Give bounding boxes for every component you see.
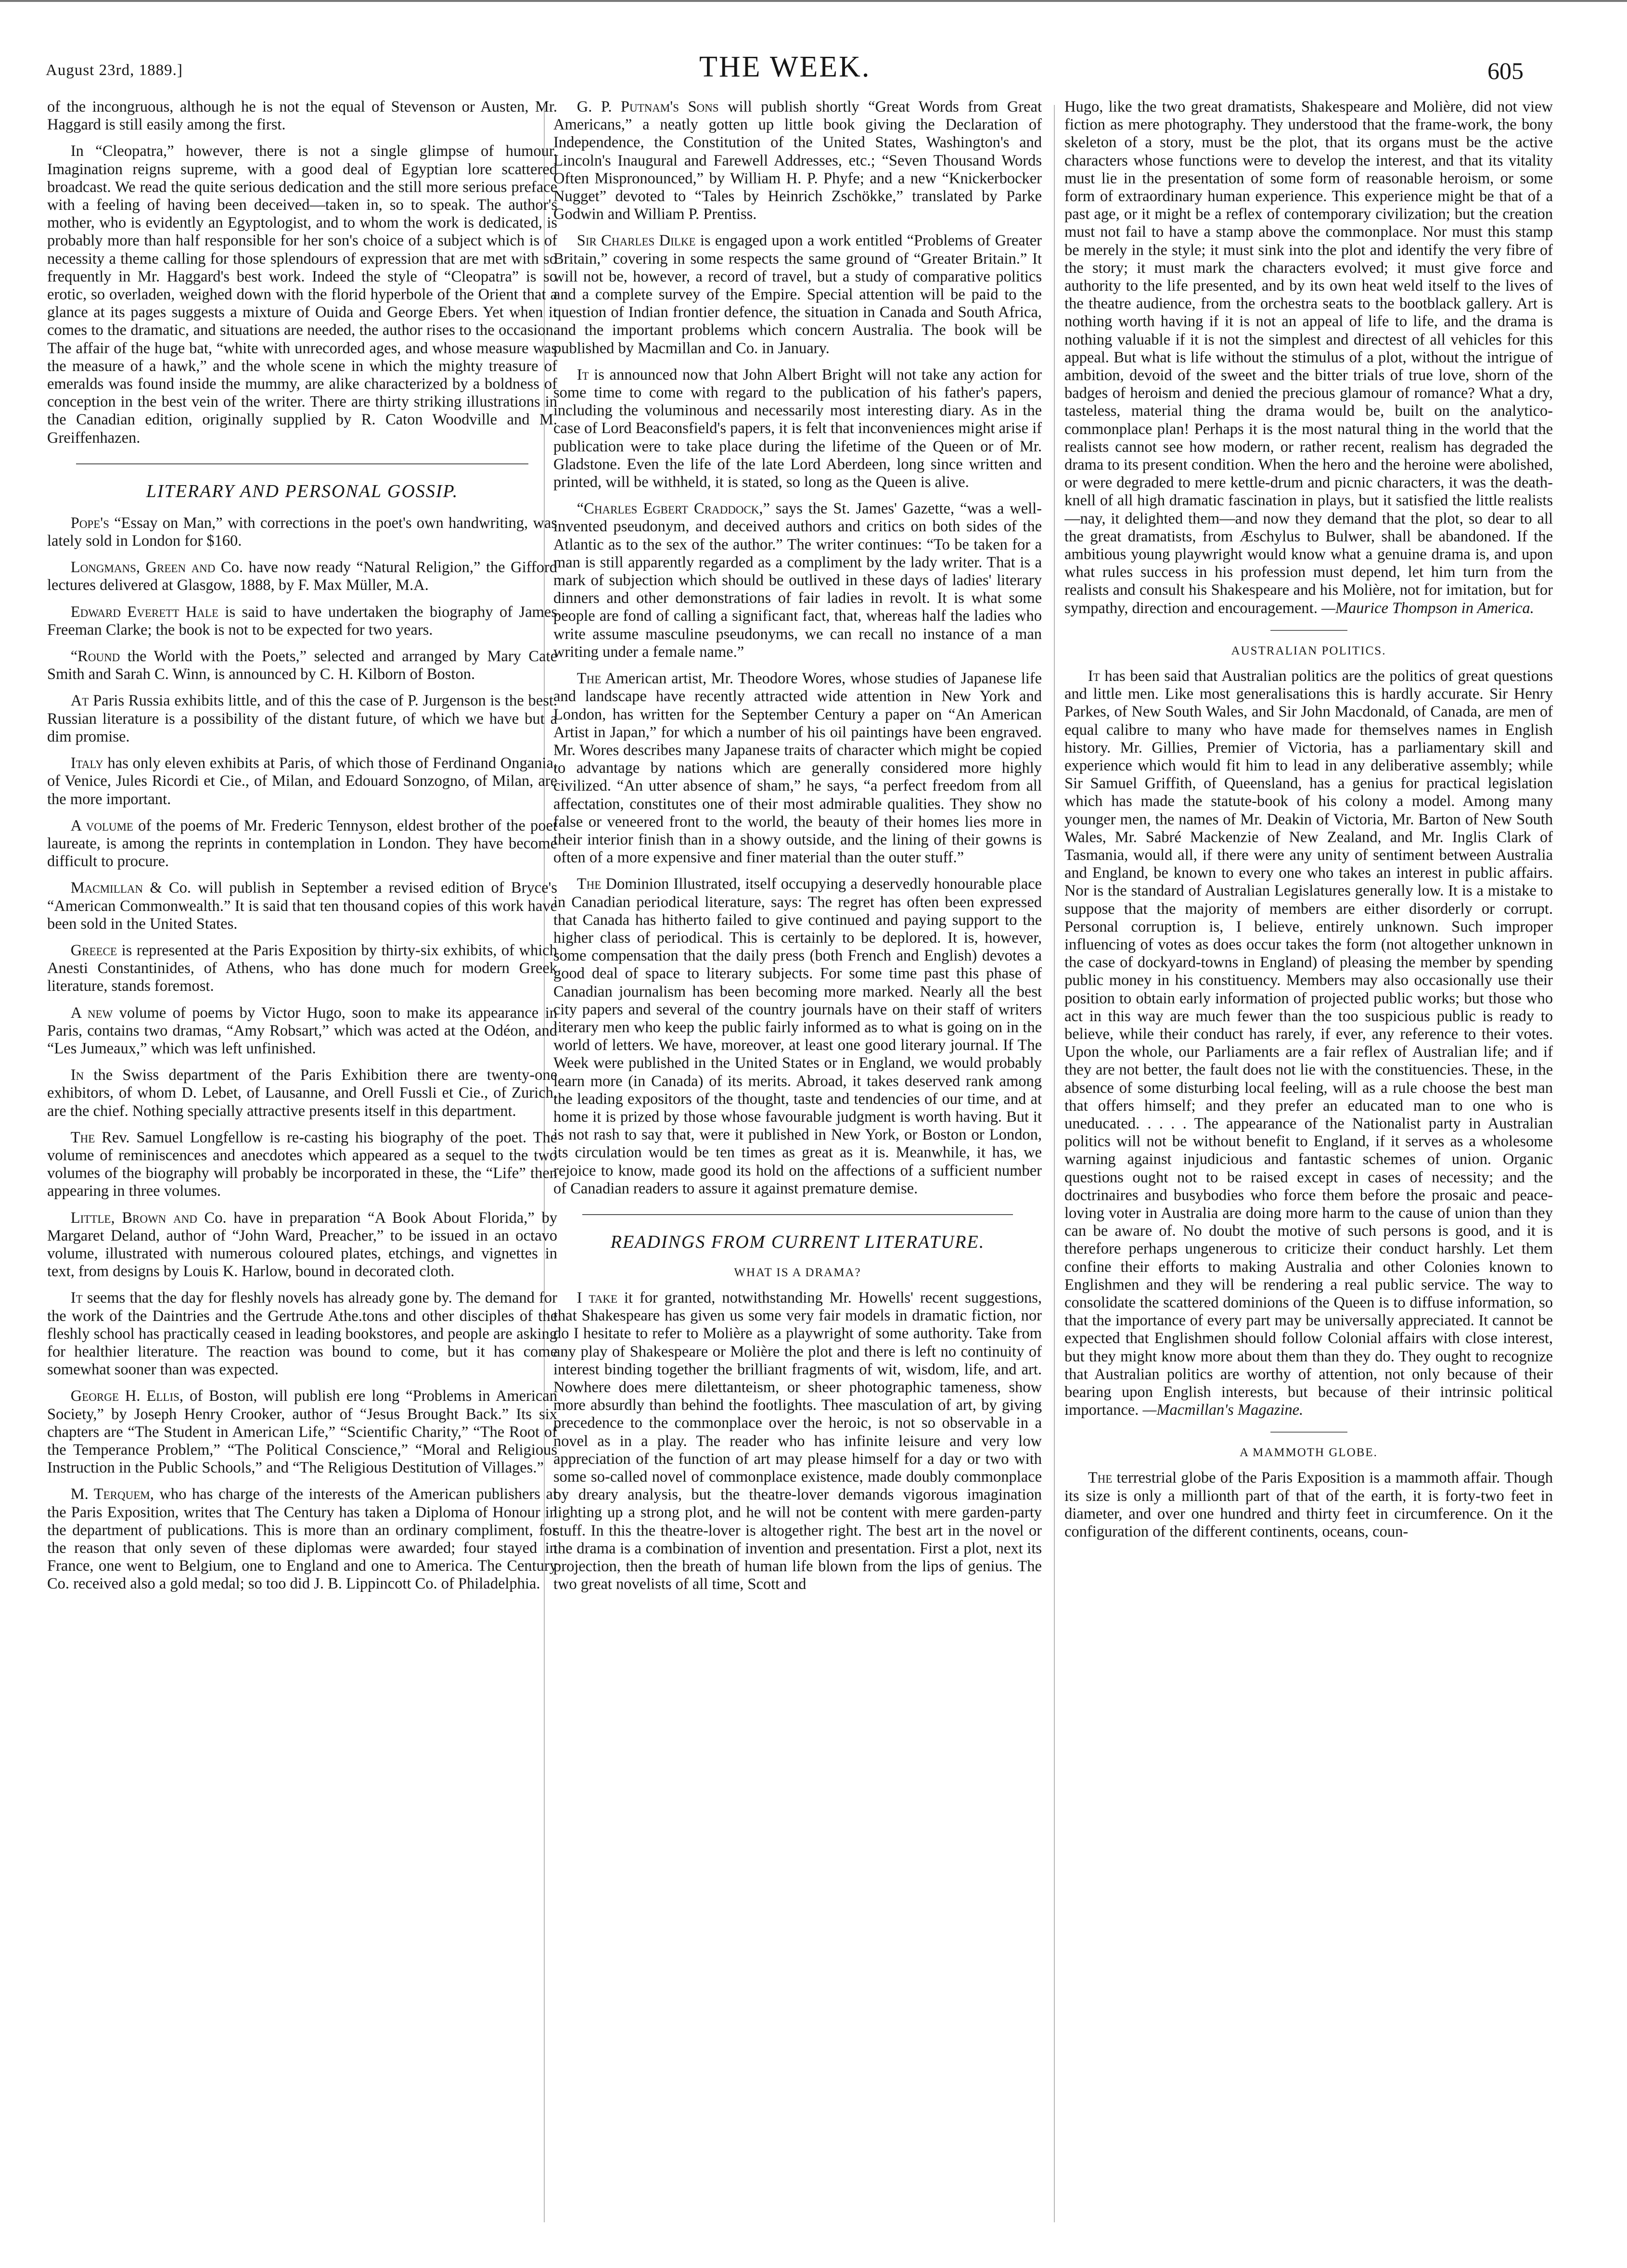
article-paragraph — [47, 755, 557, 808]
article-paragraph — [553, 500, 1042, 661]
article-paragraph — [47, 603, 557, 639]
article-paragraph — [47, 648, 557, 683]
paragraph-text: has only eleven exhibits at Paris, of which those of Ferdinand Ongania, of Venice, Jules Ricordi et Cie., of Milan, and Edouard Sonzogno, of Milan, are the more important. — [47, 755, 557, 808]
paragraph-lead-in: Italy — [70, 755, 103, 772]
page-number: 605 — [1487, 57, 1524, 84]
paragraph-lead-in: A new — [70, 1004, 113, 1022]
paragraph-lead-in: M. Terquem, — [70, 1486, 154, 1503]
paragraph-text: American artist, Mr. Theodore Wores, whose studies of Japanese life and landscape have recently attracted wide attention in New York and London, has written for the September Century a paper on “An American Artist in Japan,” for which a number of his oil paintings have been engraved. Mr. Wores describes many Japanese traits of character which might be copied to advantage by nations which are generally considered more highly civilized. “An utter absence of sham,” he says, “a perfect freedom from all affectation, constitutes one of their most admirable qualities. They show no false or veneered front to the world, the beauty of their homes lies more in their interior finish than in a showy outside, and the lining of their gowns is often of a more expensive and finer material than the outer stuff.” — [553, 670, 1042, 867]
article-paragraph — [47, 1004, 557, 1058]
paragraph-text: Co. have now ready “Natural Religion,” the Gifford lectures delivered at Glasgow, 1888, by F. Max Müller, M.A. — [47, 559, 557, 594]
paragraph-text: of the poems of Mr. Frederic Tennyson, eldest brother of the poet laureate, is among the reprints in contemplation in London. They have become difficult to procure. — [47, 817, 557, 871]
paragraph-lead-in: “Charles Egbert Craddock,” — [576, 500, 770, 518]
paragraph-text: Paris Russia exhibits little, and of this the case of P. Jurgenson is the best. Russian literature is a possibility of the distant future, of which we have but a dim promise. — [47, 692, 557, 745]
paragraph-lead-in: Sir Charles Dilke — [576, 232, 696, 250]
paragraph-text: says the St. James' Gazette, “was a well-invented pseudonym, and deceived authors and critics on both sides of the Atlantic as to the sex of the author.” The writer continues: “To be taken for a man is still apparently regarded as a compliment by the lady writer. That is a mark of subjection which should be outlived in these days of ladies' literary dinners and other demonstrations of fair ladies in revolt. It is what some people are fond of calling a significant fact, that, whereas half the ladies who write assume masculine pseudonyms, we can recall no instance of a man writing under a female name.” — [553, 500, 1042, 661]
paragraph-text: is announced now that John Albert Bright will not take any action for some time to come with regard to the publication of his father's papers, including the voluminous and necessarily most interesting diary. As in the case of Lord Beaconsfield's papers, it is felt that inconveniences might arise if publication were to take place during the lifetime of the Queen or of Mr. Gladstone. Even the life of the late Lord Aberdeen, long since written and printed, will be withheld, it is stated, so long as the Queen is alive. — [553, 366, 1042, 491]
article-paragraph — [47, 817, 557, 871]
paragraph-lead-in: Pope's — [70, 514, 109, 532]
article-paragraph — [47, 1129, 557, 1201]
article-separator-rule — [1270, 630, 1347, 631]
paragraph-lead-in: The — [576, 875, 602, 893]
paragraph-lead-in: It — [576, 366, 589, 384]
article-subheading: WHAT IS A DRAMA? — [734, 1266, 861, 1279]
source-attribution: —Maurice Thompson in America. — [1317, 599, 1534, 617]
article-paragraph — [47, 1066, 557, 1120]
paragraph-text: the World with the Poets,” selected and arranged by Mary Cate Smith and Sarah C. Winn, is announced by C. H. Kilborn of Boston. — [47, 648, 557, 683]
paragraph-lead-in: I take — [576, 1289, 617, 1307]
paragraph-text: “Essay on Man,” with corrections in the poet's own handwriting, was lately sold in London for $160. — [47, 514, 557, 550]
paragraph-lead-in: The — [576, 670, 602, 688]
source-attribution: —Macmillan's Magazine. — [1139, 1401, 1304, 1419]
article-paragraph — [553, 366, 1042, 491]
paragraph-text: it for granted, notwithstanding Mr. Howells' recent suggestions, that Shakespeare has given us some very fair models in dramatic fiction, nor do I hesitate to refer to Molière as a playwright of some authority. Take from any play of Shakespeare or Molière the plot and there is left no continuity of interest binding together the brilliant fragments of wit, wisdom, life, and art. Nowhere does mere dilettanteism, or sheer photographic tameness, show more absurdly than behind the footlights. Thee masculation of art, by giving precedence to the commonplace over the heroic, is not so observable in a novel as in a play. The reader who has infinite leisure and very low appreciation of the function of art may please himself for a day or two with some so-called novel of commonplace existence, made doubly commonplace by dreary analysis, but the theatre-lover demands vigorous imagination lighting up a strong plot, and he will not be content with mere garden-party stuff. In this the theatre-lover is altogether right. The best art in the novel or the drama is a combination of invention and presentation. First a plot, next its projection, then the breath of human life blown from the lips of genius. The two great novelists of all time, Scott and — [553, 1289, 1042, 1593]
paragraph-text: is represented at the Paris Exposition by thirty-six exhibits, of which Anesti Constantinides, of Athens, who has done much for modern Greek literature, stands foremost. — [47, 941, 557, 995]
paragraph-text: of Boston, will publish ere long “Problems in American Society,” by Joseph Henry Crooker, author of “Jesus Brought Back.” Its six chapters are “The Student in American Life,” “Scientific Charity,” “The Root of the Temperance Problem,” “The Political Conscience,” “Moral and Religious Instruction in the Public Schools,” and “The Religious Destitution of Villages.” — [47, 1387, 557, 1477]
paragraph-lead-in: The — [70, 1128, 95, 1146]
article-paragraph — [47, 1289, 557, 1379]
article-subheading: AUSTRALIAN POLITICS. — [1231, 644, 1386, 657]
article-paragraph — [553, 875, 1042, 1198]
article-paragraph — [553, 232, 1042, 357]
paragraph-lead-in: “Round — [70, 648, 120, 666]
paragraph-lead-in: It — [70, 1289, 83, 1307]
article-subheading: A MAMMOTH GLOBE. — [1240, 1446, 1378, 1460]
paragraph-lead-in: G. P. Putnam's Sons — [576, 98, 719, 115]
paragraph-text: of the incongruous, although he is not the equal of Stevenson or Austen, Mr. Haggard is still easily among the first. — [47, 98, 557, 134]
masthead-title: THE WEEK. — [699, 51, 871, 83]
article-paragraph — [47, 514, 557, 550]
article-paragraph — [47, 1486, 557, 1593]
paragraph-text: & Co. will publish in September a revised edition of Bryce's “American Commonwealth.” It is said that ten thousand copies of this work have been sold in the United States. — [47, 879, 557, 933]
section-rule — [582, 1214, 1013, 1215]
paragraph-text: the Swiss department of the Paris Exhibition there are twenty-one exhibitors, of whom D. Lebet, of Lausanne, and Orell Fussli et Cie., of Zurich, are the chief. Nothing specially attractive presents itself in this department. — [47, 1066, 557, 1120]
paragraph-lead-in: In — [70, 1066, 84, 1084]
paragraph-text: In “Cleopatra,” however, there is not a single glimpse of humour. Imagination reigns supreme, with a good deal of Egyptian lore scattered broadcast. We read the quite serious dedication and the still more serious preface with a feeling of having been deceived—taken in, so to speak. The author's mother, who is evidently an Egyptologist, and to whom the work is dedicated, is probably more than half responsible for her son's choice of a subject which is of necessity a theme calling for those splendours of expression that are met with so frequently in Mr. Haggard's best work. Indeed the style of “Cleopatra” is so erotic, so overladen, weighed down with the florid hyperbole of the Orient that a glance at its pages suggests a mixture of Ouida and George Ebers. Yet when it comes to the dramatic, and situations are needed, the author rises to the occasion. The affair of the huge bat, “white with unrecorded ages, and whose measure was the measure of a hawk,” and the whole scene in which the mighty treasure of emeralds was found inside the mummy, are alike characterized by a boldness of conception in the best vein of the writer. There are thirty striking illustrations in the Canadian edition, originally supplied by R. Caton Woodville and M. Greiffenhazen. — [47, 142, 557, 447]
column-middle — [553, 98, 1042, 2249]
paragraph-lead-in: At — [70, 692, 89, 710]
paragraph-lead-in: Little, Brown and — [70, 1209, 197, 1227]
article-paragraph — [553, 1289, 1042, 1593]
section-heading: READINGS FROM CURRENT LITERATURE. — [610, 1231, 985, 1252]
article-separator-rule — [1270, 1432, 1347, 1433]
paragraph-text: terrestrial globe of the Paris Exposition is a mammoth affair. Though its size is only a millionth part of that of the earth, it is forty-two feet in diameter, and over one hundred and thirty feet in circumference. On it the configuration of the different continents, oceans, coun- — [1064, 1469, 1553, 1541]
column-divider — [1054, 105, 1055, 2222]
article-paragraph — [47, 1209, 557, 1281]
paragraph-text: Co. have in preparation “A Book About Florida,” by Margaret Deland, author of “John Ward, Preacher,” to be issued in an octavo volume, illustrated with numerous coloured plates, etchings, and vignettes in text, from designs by Louis K. Harlow, bound in decorated cloth. — [47, 1209, 557, 1281]
paragraph-text: is engaged upon a work entitled “Problems of Greater Britain,” covering in some respects the same ground of “Greater Britain.” It will not be, however, a record of travel, but a study of comparative politics and a complete survey of the Empire. Special attention will be paid to the question of Indian frontier defence, the situation in Canada and South Africa, and the important problems which concern Australia. The book will be published by Macmillan and Co. in January. — [553, 232, 1042, 357]
issue-date: August 23rd, 1889.] — [46, 62, 183, 79]
article-paragraph — [553, 98, 1042, 223]
column-right — [1064, 98, 1553, 2249]
paragraph-text: Dominion Illustrated, itself occupying a deservedly honourable place in Canadian periodical literature, says: The regret has often been expressed that Canada has hitherto failed to give continued and paying support to the higher class of periodical. This is certainly to be deplored. It is, however, some compensation that the daily press (both French and English) devotes a good deal of space to literary subjects. For some time past this phase of Canadian journalism has been becoming more marked. Nearly all the best city papers and several of the country journals have on their staff of writers literary men who keep the public fairly informed as to what is going on in the world of letters. We have, moreover, at least one good literary journal. If The Week were published in the United States or in England, we would probably learn more (in Canada) of its merits. Abroad, it takes deserved rank among the leading expositors of the thought, taste and tendencies of our time, and at home it is prized by those whose favourable judgment is worth having. But it is not rash to say that, were it published in New York, or Boston or London, its circulation would be ten times as great as it is. Meanwhile, it has, we rejoice to know, made good its hold on the affections of a sufficient number of Canadian readers to assure it against premature demise. — [553, 875, 1042, 1197]
article-paragraph — [47, 98, 557, 134]
paragraph-text: will publish shortly “Great Words from Great Americans,” a neatly gotten up little book giving the Declaration of Independence, the Constitution of the United States, Washington's and Lincoln's Inaugural and Farewell Addresses, etc.; “Seven Thousand Words Often Mispronounced,” by William H. P. Phyfe; and a new “Knickerbocker Nugget” devoted to “Tales by Heinrich Zschökke,” translated by Parke Godwin and William P. Prentiss. — [553, 98, 1042, 223]
paragraph-text: has been said that Australian politics are the politics of great questions and little men. Like most generalisations this is hardly accurate. Sir Henry Parkes, of New South Wales, and Sir John Macdonald, of Canada, are men of equal calibre to many who have made for themselves names in English history. Mr. Gillies, Premier of Victoria, has a parliamentary skill and experience which would fit him to lead in any deliberative assembly; while Sir Samuel Griffith, of Queensland, has a genius for practical legislation which has made the statute-book of his colony a model. Among many younger men, the names of Mr. Deakin of Victoria, Mr. Barton of New South Wales, Mr. Sabré Mackenzie of New Zealand, and Mr. Inglis Clark of Tasmania, would all, if there were any unity of sentiment between Australia and England, be known to every one who takes an interest in public affairs. Nor is the standard of Australian Legislatures generally low. It is a mistake to suppose that the majority of members are either disorderly or corrupt. Personal corruption is, I believe, entirely unknown. Such improper influencing of votes as does occur takes the form (not altogether unknown in the case of dockyard-towns in England) of pleasing the member by spending public money in his constituency. Members may also occasionally use their position to obtain early information of projected public works; but those who act in this way are much fewer than the too suspicious public is ready to believe, while their conduct has rarely, if ever, any reference to their votes. Upon the whole, our Parliaments are a fair reflex of Australian life; and if they are not better, the fault does not lie with the constituencies. These, in the absence of some disturbing local feeling, will as a rule choose the best man that offers himself; and they prefer an educated man to one who is uneducated. . . . . The appearance of the Nationalist party in Australian politics will not be without benefit to England, if it serves as a wholesome warning against injudicious and fantastic schemes of union. Organic questions ought not to be raised except in cases of necessity; and the doctrinaires and busybodies who force them before the prosaic and peace-loving voter in Australia are doing more harm to the cause of union than they can be aware of. No doubt the motive of such persons is good, and it is therefore perhaps ungenerous to criticize their conduct harshly. Let them confine their efforts to making Australia and other Colonies known to Englishmen and they will be rendering a real public service. The way to consolidate the scattered dominions of the Queen is to diffuse information, so that the importance of every part may be universally appreciated. It cannot be expected that Englishmen should follow Colonial affairs with close interest, but they might know more about them than they do. They ought to recognize that Australian politics are worthy of attention, not only because of their bearing upon English interests, but because of their intrinsic political importance. — [1064, 667, 1553, 1419]
article-paragraph — [47, 142, 557, 447]
article-paragraph — [47, 1387, 557, 1477]
article-paragraph — [553, 670, 1042, 867]
paragraph-lead-in: A volume — [70, 817, 133, 834]
paragraph-lead-in: Greece — [70, 941, 117, 959]
article-paragraph — [47, 942, 557, 996]
column-left — [47, 98, 557, 2249]
paragraph-lead-in: Longmans, Green and — [70, 559, 216, 577]
paragraph-text: is said to have undertaken the biography of James Freeman Clarke; the book is not to be expected for two years. — [47, 603, 557, 639]
paragraph-text: Hugo, like the two great dramatists, Shakespeare and Molière, did not view fiction as mere photography. They understood that the frame-work, the bony skeleton of a story, must be the plot, that its organs must be the active characters whose functions were to develop the interest, and that its vitality must lie in the presentation of some form of reasonable heroism, or some form of extraordinary human experience. This experience might be that of a past age, or it might be a reflex of contemporary civilization; but the creation must not fail to have a stamp above the commonplace. Nor must this stamp be merely in the style; it must sink into the plot and identify the very fibre of the story; it must mark the characters evolved; it must give force and authority to the life presented, and by its own heat weld itself to the lives of the theatre audience, from the orchestra seats to the bootblack gallery. Art is nothing worth having if it is not an appeal of life to life, and the drama is nothing valuable if it is not the simplest and directest of all vehicles for this appeal. But what is life without the stimulus of a plot, without the intrigue of ambition, devoid of the sweet and the bitter trials of true love, shorn of the badges of heroism and denied the precious glamour of romance? What a dry, tasteless, material thing the drama would be, built on the analytico-commonplace plan! Perhaps it is the most natural thing in the world that the realists cannot see how modern, or rather recent, realism has degraded the drama to its present condition. When the hero and the heroine were abolished, or were degraded to mere kettle-drum and picnic characters, it was the death-knell of all high dramatic fascination in plays, but it satisfied the little realists—nay, it delighted them—and now they demand that the plot, so dear to all the great dramatists, from Æschylus to Bulwer, shall be abandoned. If the ambitious young playwright would know what a genuine drama is, and upon what rules success in his profession must depend, let him turn from the realists and consult his Shakespeare and his Molière, not for imitation, but for sympathy, direction and encouragement. — [1064, 98, 1553, 617]
paragraph-text: Rev. Samuel Longfellow is re-casting his biography of the poet. The volume of reminiscences and anecdotes which appeared as a sequel to the two volumes of the biography will probably be incorporated in these, the “Life” then appearing in three volumes. — [47, 1128, 557, 1200]
article-paragraph — [1064, 667, 1553, 1420]
paragraph-lead-in: George H. Ellis, — [70, 1387, 184, 1405]
article-paragraph — [47, 692, 557, 746]
paragraph-text: seems that the day for fleshly novels has already gone by. The demand for the work of the Daintries and the Gertrude Athe.tons and other disciples of the fleshly school has practically ceased in leading bookstores, and people are asking for healthier literature. The reaction was bound to come, but it has come somewhat sooner than was expected. — [47, 1289, 557, 1379]
section-heading: LITERARY AND PERSONAL GOSSIP. — [146, 481, 459, 501]
section-rule — [76, 463, 528, 464]
page-header — [0, 0, 1627, 106]
paragraph-lead-in: It — [1088, 667, 1100, 685]
paragraph-text: volume of poems by Victor Hugo, soon to make its appearance in Paris, contains two dramas, “Amy Robsart,” which was acted at the Odéon, and “Les Jumeaux,” which was left unfinished. — [47, 1004, 557, 1057]
article-paragraph — [47, 879, 557, 933]
paragraph-lead-in: Edward Everett Hale — [70, 603, 218, 621]
paragraph-lead-in: The — [1088, 1469, 1113, 1487]
article-paragraph — [1064, 98, 1553, 617]
paragraph-text: who has charge of the interests of the American publishers at the Paris Exposition, writes that The Century has taken a Diploma of Honour in the department of publications. This is more than an ordinary compliment, for the reason that only seven of these diplomas were awarded; four stayed in France, one went to Belgium, one to England and one to America. The Century Co. received also a gold medal; so too did J. B. Lippincott Co. of Philadelphia. — [47, 1486, 557, 1593]
article-paragraph — [1064, 1469, 1553, 1541]
article-paragraph — [47, 559, 557, 594]
paragraph-lead-in: Macmillan — [70, 879, 143, 897]
